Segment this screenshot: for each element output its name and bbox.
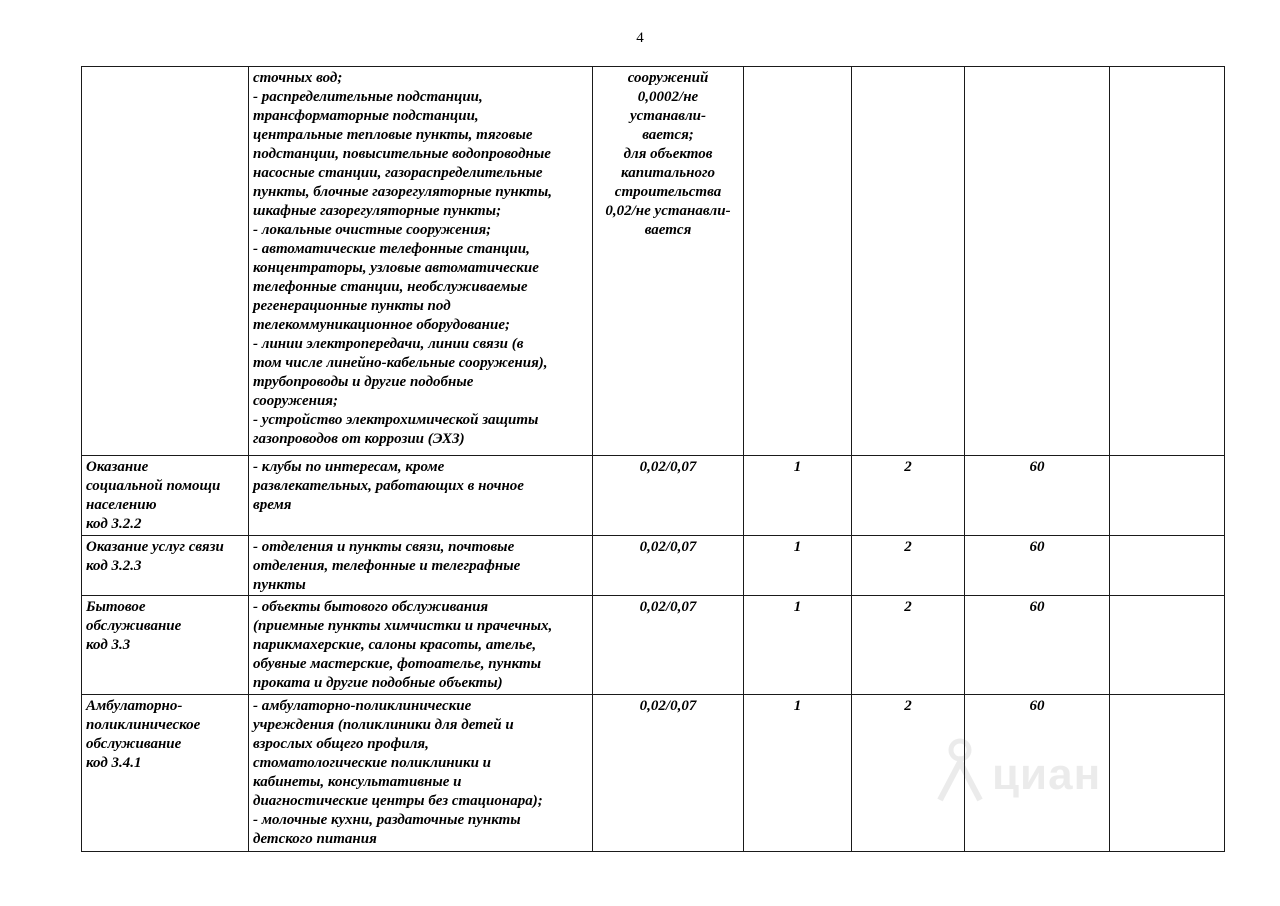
permitted-objects-cell: [249, 695, 593, 852]
value-cell-4: [1110, 536, 1225, 596]
value-cell-4: [1110, 596, 1225, 695]
value-cell-3: 60: [965, 596, 1110, 695]
permitted-objects-cell-line: стоматологические поликлиники и: [253, 755, 492, 771]
permitted-objects-cell-line: - устройство электрохимической защиты: [253, 412, 539, 428]
permitted-objects-cell-line: шкафные газорегуляторные пункты;: [253, 203, 502, 219]
permitted-objects-cell: [249, 456, 593, 536]
permitted-objects-cell-line: время: [253, 497, 292, 513]
permitted-objects-cell-line: сточных вод;: [253, 70, 343, 86]
use-type-cell-line: код 3.4.1: [86, 755, 142, 771]
value-cell-3: 60: [965, 536, 1110, 596]
permitted-objects-cell-line: - отделения и пункты связи, почтовые: [253, 539, 515, 555]
permitted-objects-cell-line: отделения, телефонные и телеграфные: [253, 558, 521, 574]
table-row: [82, 67, 1225, 456]
parameter-cell-line: строительства: [614, 184, 722, 200]
permitted-objects-cell-line: телекоммуникационное оборудование;: [253, 317, 510, 333]
permitted-objects-cell-line: концентраторы, узловые автоматические: [253, 260, 539, 276]
permitted-objects-cell-line: подстанции, повысительные водопроводные: [253, 146, 551, 162]
value-cell-3: 60: [965, 456, 1110, 536]
permitted-objects-cell-line: пункты, блочные газорегуляторные пункты,: [253, 184, 552, 200]
parameter-cell-line: 0,02/0,07: [639, 459, 697, 475]
value-cell-3: [965, 67, 1110, 456]
value-cell-4: [1110, 695, 1225, 852]
use-type-cell-line: код 3.2.3: [86, 558, 142, 574]
regulations-table: [81, 66, 1225, 852]
value-cell-3: 60: [965, 695, 1110, 852]
value-cell-4: [1110, 67, 1225, 456]
parameter-cell-line: сооружений: [627, 70, 709, 86]
permitted-objects-cell-line: детского питания: [253, 831, 377, 847]
value-cell-1: 1: [744, 456, 852, 536]
parameter-cell-line: устанавли-: [629, 108, 707, 124]
parameter-cell-line: для объектов: [623, 146, 713, 162]
use-type-cell-line: населению: [86, 497, 157, 513]
watermark-text: циан: [992, 750, 1102, 799]
permitted-objects-cell: [249, 67, 593, 456]
parameter-cell: [593, 695, 744, 852]
use-type-cell-line: обслуживание: [86, 618, 182, 634]
permitted-objects-cell-line: центральные тепловые пункты, тяговые: [253, 127, 533, 143]
page-number: 4: [636, 30, 644, 46]
value-cell-1: [744, 67, 852, 456]
permitted-objects-cell-line: обувные мастерские, фотоателье, пункты: [253, 656, 542, 672]
parameter-cell: [593, 536, 744, 596]
use-type-cell-line: социальной помощи: [86, 478, 221, 494]
value-cell-2: 2: [852, 536, 965, 596]
parameter-cell-line: 0,0002/не: [637, 89, 699, 105]
permitted-objects-cell-line: - амбулаторно-поликлинические: [253, 698, 472, 714]
permitted-objects-cell-line: кабинеты, консультативные и: [253, 774, 462, 790]
parameter-cell-line: 0,02/0,07: [639, 599, 697, 615]
permitted-objects-cell-line: проката и другие подобные объекты): [253, 675, 503, 691]
permitted-objects-cell-line: диагностические центры без стационара);: [253, 793, 543, 809]
parameter-cell-line: 0,02/0,07: [639, 539, 697, 555]
permitted-objects-cell: [249, 536, 593, 596]
permitted-objects-cell-line: парикмахерские, салоны красоты, ателье,: [253, 637, 537, 653]
use-type-cell: [82, 67, 249, 456]
permitted-objects-cell-line: пункты: [253, 577, 306, 593]
permitted-objects-cell-line: - объекты бытового обслуживания: [253, 599, 489, 615]
permitted-objects-cell-line: - автоматические телефонные станции,: [253, 241, 530, 257]
use-type-cell-line: поликлиническое: [86, 717, 201, 733]
table-row: [82, 456, 1225, 536]
permitted-objects-cell-line: развлекательных, работающих в ночное: [253, 478, 524, 494]
use-type-cell-line: обслуживание: [86, 736, 182, 752]
permitted-objects-cell-line: том числе линейно-кабельные сооружения),: [253, 355, 548, 371]
use-type-cell: [82, 456, 249, 536]
permitted-objects-cell-line: регенерационные пункты под: [253, 298, 451, 314]
use-type-cell-line: Бытовое: [86, 599, 146, 615]
parameter-cell: [593, 456, 744, 536]
parameter-cell-line: вается;: [642, 127, 694, 143]
table-row: [82, 596, 1225, 695]
parameter-cell: [593, 596, 744, 695]
use-type-cell-line: Оказание услуг связи: [86, 539, 224, 555]
parameter-cell: [593, 67, 744, 456]
permitted-objects-cell-line: учреждения (поликлиники для детей и: [253, 717, 514, 733]
use-type-cell: [82, 536, 249, 596]
permitted-objects-cell-line: трансформаторные подстанции,: [253, 108, 479, 124]
parameter-cell-line: вается: [644, 222, 692, 238]
permitted-objects-cell-line: - молочные кухни, раздаточные пункты: [253, 812, 521, 828]
value-cell-2: 2: [852, 596, 965, 695]
permitted-objects-cell-line: трубопроводы и другие подобные: [253, 374, 474, 390]
table-row: [82, 536, 1225, 596]
permitted-objects-cell-line: - клубы по интересам, кроме: [253, 459, 445, 475]
value-cell-2: [852, 67, 965, 456]
parameter-cell-line: 0,02/не устанавли-: [605, 203, 731, 219]
parameter-cell-line: 0,02/0,07: [639, 698, 697, 714]
use-type-cell-line: Оказание: [86, 459, 149, 475]
table-row: [82, 695, 1225, 852]
use-type-cell-line: код 3.3: [86, 637, 131, 653]
permitted-objects-cell-line: насосные станции, газораспределительные: [253, 165, 543, 181]
value-cell-2: 2: [852, 456, 965, 536]
use-type-cell: [82, 695, 249, 852]
permitted-objects-cell-line: - локальные очистные сооружения;: [253, 222, 492, 238]
parameter-cell-line: капитального: [621, 165, 715, 181]
permitted-objects-cell: [249, 596, 593, 695]
use-type-cell: [82, 596, 249, 695]
permitted-objects-cell-line: телефонные станции, необслуживаемые: [253, 279, 528, 295]
permitted-objects-cell-line: (приемные пункты химчистки и прачечных,: [253, 618, 553, 634]
value-cell-1: 1: [744, 536, 852, 596]
permitted-objects-cell-line: взрослых общего профиля,: [253, 736, 429, 752]
value-cell-1: 1: [744, 695, 852, 852]
permitted-objects-cell-line: - линии электропередачи, линии связи (в: [253, 336, 524, 352]
value-cell-1: 1: [744, 596, 852, 695]
permitted-objects-cell-line: газопроводов от коррозии (ЭХЗ): [253, 431, 465, 447]
permitted-objects-cell-line: - распределительные подстанции,: [253, 89, 483, 105]
value-cell-2: 2: [852, 695, 965, 852]
permitted-objects-cell-line: сооружения;: [253, 393, 339, 409]
use-type-cell-line: код 3.2.2: [86, 516, 142, 532]
value-cell-4: [1110, 456, 1225, 536]
use-type-cell-line: Амбулаторно-: [86, 698, 183, 714]
